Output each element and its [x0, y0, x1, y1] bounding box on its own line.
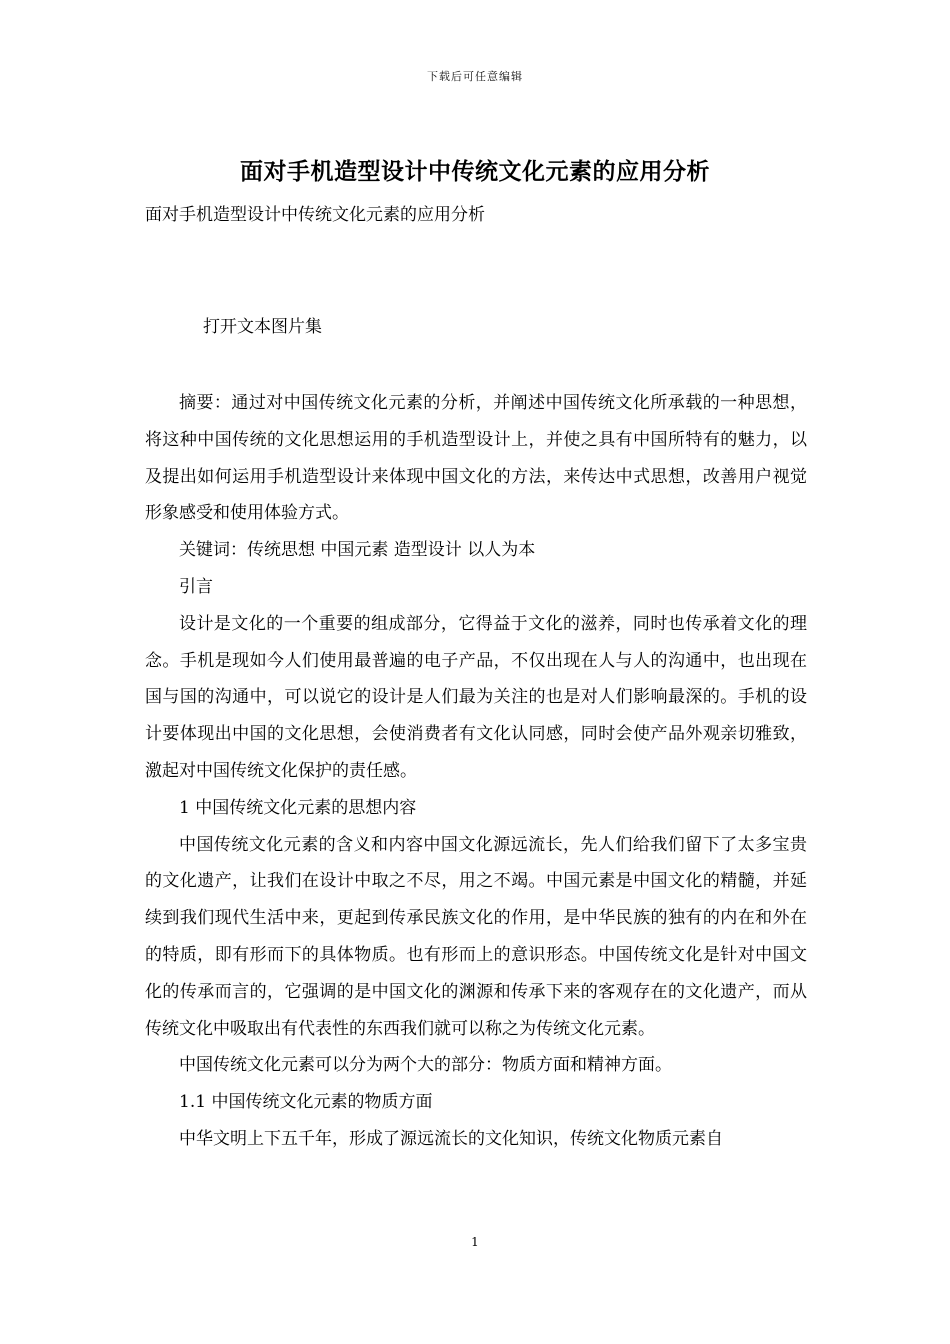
page-number: 1: [471, 1235, 479, 1249]
section-heading-introduction: 引言: [179, 576, 213, 597]
document-title: 面对手机造型设计中传统文化元素的应用分析: [240, 158, 710, 185]
open-image-gallery-link[interactable]: 打开文本图片集: [203, 317, 322, 337]
document-body: [145, 385, 807, 1158]
section-1-summary-paragraph: 中国传统文化元素可以分为两个大的部分：物质方面和精神方面。: [179, 1055, 672, 1076]
introduction-paragraph: 设计是文化的一个重要的组成部分，它得益于文化的滋养，同时也传承着文化的理念。手机是现如今人们使用最普遍的电子产品，不仅出现在人与人的沟通中，也出现在国与国的沟通中，可以说它的设计是人们最为关注的也是对人们影响最深的。手机的设计要体现出中国的文化思想，会使消费者有文化认同感，同时会使产品外观亲切雅致，激起对中国传统文化保护的责任感。: [145, 613, 807, 781]
abstract-paragraph: 摘要：通过对中国传统文化元素的分析，并阐述中国传统文化所承载的一种思想，将这种中国传统的文化思想运用的手机造型设计上，并使之具有中国所特有的魅力，以及提出如何运用手机造型设计来体现中国文化的方法，来传达中式思想，改善用户视觉形象感受和使用体验方式。: [145, 393, 807, 524]
header-note: 下载后可任意编辑: [427, 70, 523, 83]
keywords-paragraph: 关键词：传统思想 中国元素 造型设计 以人为本: [179, 540, 536, 561]
section-1-paragraph: 中国传统文化元素的含义和内容中国文化源远流长，先人们给我们留下了太多宝贵的文化遗产，让我们在设计中取之不尽，用之不竭。中国元素是中国文化的精髓，并延续到我们现代生活中来，更起到传承民族文化的作用，是中华民族的独有的内在和外在的特质，即有形而下的具体物质。也有形而上的意识形态。中国传统文化是针对中国文化的传承而言的，它强调的是中国文化的渊源和传承下来的客观存在的文化遗产，而从传统文化中吸取出有代表性的东西我们就可以称之为传统文化元素。: [145, 834, 807, 1039]
section-heading-1: 1 中国传统文化元素的思想内容: [179, 797, 417, 818]
document-subtitle: 面对手机造型设计中传统文化元素的应用分析: [145, 205, 485, 225]
section-1-1-paragraph: 中华文明上下五千年，形成了源远流长的文化知识，传统文化物质元素自: [179, 1128, 723, 1149]
section-heading-1-1: 1.1 中国传统文化元素的物质方面: [179, 1092, 433, 1113]
